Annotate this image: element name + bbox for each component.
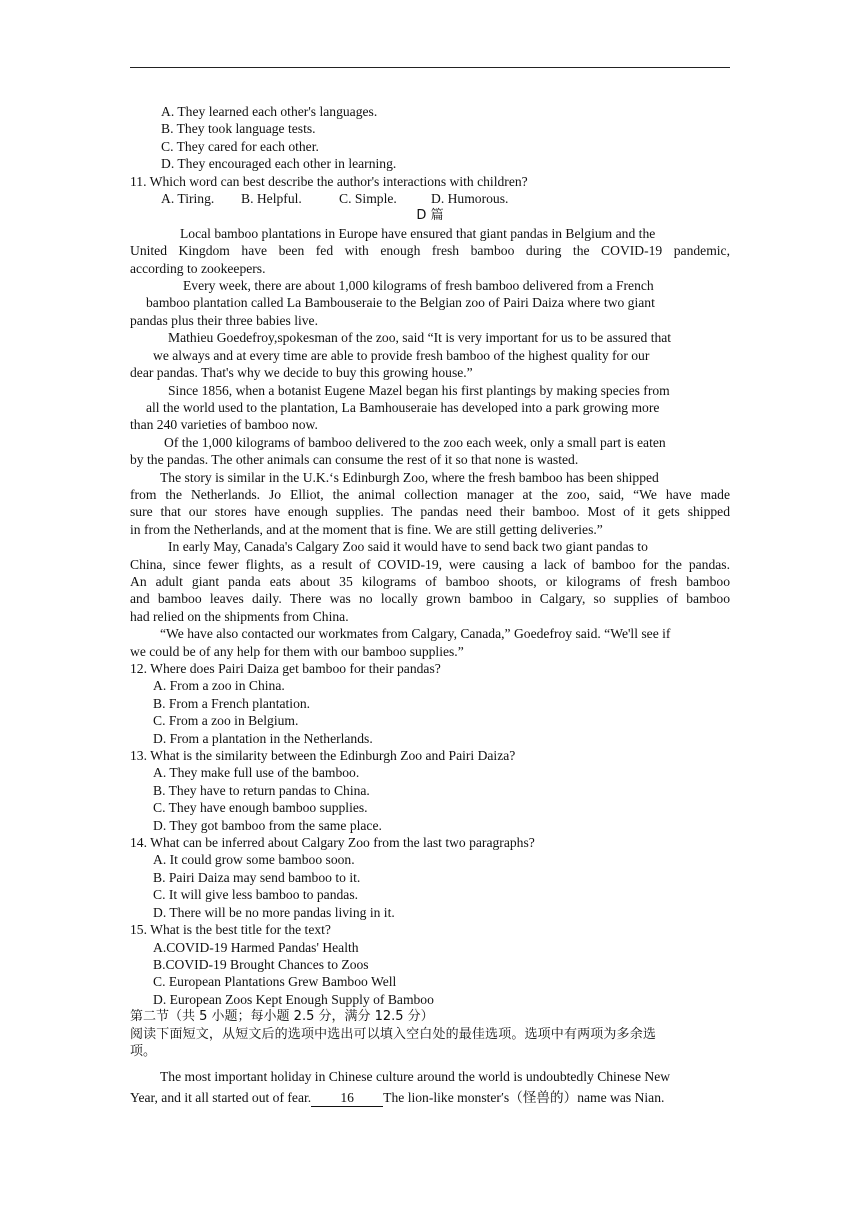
exam-page — [130, 103, 730, 1107]
passage-p7-line1: In early May, Canada's Calgary Zoo said it would have to send back two giant pandas to — [168, 539, 648, 555]
section2-instruction-line1: 阅读下面短文，从短文后的选项中选出可以填入空白处的最佳选项。选项中有两项为多余选 — [130, 1026, 657, 1042]
question-stem: 13. What is the similarity between the Edinburgh Zoo and Pairi Daiza? — [130, 748, 516, 764]
passage-p2-line2: bamboo plantation called La Bambouseraie to the Belgian zoo of Pairi Daiza where two giant — [146, 295, 655, 311]
question-option: B.COVID-19 Brought Chances to Zoos — [153, 956, 369, 972]
passage-p7-line5: had relied on the shipments from China. — [130, 608, 349, 624]
para-text: Year, and it all started out of fear. — [130, 1089, 312, 1105]
passage-p7-line2: China, since fewer flights, as a result of COVID-19, were causing a lack of bamboo for the pandas. — [130, 556, 730, 572]
passage-p4-line2: all the world used to the plantation, La Bamhouseraie has developed into a park growing more — [146, 399, 660, 415]
q10-option-d: D. They encouraged each other in learning. — [161, 156, 397, 172]
passage-p2-line3: pandas plus their three babies live. — [130, 312, 318, 328]
question-option: D. They got bamboo from the same place. — [153, 817, 382, 833]
question-stem: 15. What is the best title for the text? — [130, 922, 331, 938]
q11-option-b: B. Helpful. — [241, 191, 302, 207]
passage-p3-line2: we always and at every time are able to provide fresh bamboo of the highest quality for our — [153, 347, 650, 363]
section2-para-line2 — [130, 1089, 730, 1107]
question-option: C. They have enough bamboo supplies. — [153, 800, 368, 816]
passage-p8-line1: “We have also contacted our workmates from Calgary, Canada,” Goedefroy said. “We'll see if — [160, 626, 671, 642]
passage-p2-line1: Every week, there are about 1,000 kilograms of fresh bamboo delivered from a French — [183, 278, 654, 294]
question-14 — [130, 834, 730, 921]
q10-options — [130, 103, 730, 173]
passage-p8-line2: we could be of any help for them with our bamboo supplies.” — [130, 643, 464, 659]
passage-p7-line3: An adult giant panda eats about 35 kilograms of bamboo shoots, or kilograms of fresh bamboo — [130, 573, 730, 589]
passage-p3-line3: dear pandas. That's why we decide to buy this growing house.” — [130, 365, 473, 381]
section2-header: 第二节（共 5 小题；每小题 2.5 分，满分 12.5 分） — [130, 1009, 434, 1025]
question-12 — [130, 660, 730, 747]
passage-p1-line1: Local bamboo plantations in Europe have ensured that giant pandas in Belgium and the — [180, 225, 656, 241]
header-rule — [130, 67, 730, 68]
question-13 — [130, 747, 730, 834]
question-option: A. They make full use of the bamboo. — [153, 765, 360, 781]
passage-p7-line4: and bamboo leaves daily. There was no locally grown bamboo in Calgary, so supplies of bamboo — [130, 591, 730, 607]
question-option: B. From a French plantation. — [153, 695, 311, 711]
question-option: C. European Plantations Grew Bamboo Well — [153, 974, 397, 990]
question-15 — [130, 921, 730, 1008]
passage-p3-line1: Mathieu Goedefroy,spokesman of the zoo, said “It is very important for us to be assured that — [168, 330, 672, 346]
question-option: B. Pairi Daiza may send bamboo to it. — [153, 869, 361, 885]
question-option: A. From a zoo in China. — [153, 678, 285, 694]
q11-option-d: D. Humorous. — [431, 191, 509, 207]
q11-options — [130, 190, 730, 207]
passage-p5-line1: Of the 1,000 kilograms of bamboo delivered to the zoo each week, only a small part is eaten — [164, 434, 666, 450]
passage — [130, 225, 730, 660]
passage-p4-line3: than 240 varieties of bamboo now. — [130, 417, 318, 433]
q10-option-c: C. They cared for each other. — [161, 138, 319, 154]
section2-instruction-line2: 项。 — [130, 1043, 157, 1059]
q11-option-a: A. Tiring. — [161, 191, 215, 207]
section-d-title: D 篇 — [416, 208, 444, 224]
question-stem: 14. What can be inferred about Calgary Zoo from the last two paragraphs? — [130, 835, 535, 851]
question-option: A. It could grow some bamboo soon. — [153, 852, 355, 868]
passage-p6-line2: from the Netherlands. Jo Elliot, the animal collection manager at the zoo, said, “We have made — [130, 486, 730, 502]
passage-p6-line3: sure that our stores have enough supplies. The pandas need their bamboo. Most of it gets shipped — [130, 504, 730, 520]
q10-option-b: B. They took language tests. — [161, 121, 316, 137]
blank-number: 16 — [340, 1089, 354, 1105]
passage-p1-line2: United Kingdom have been fed with enough fresh bamboo during the COVID-19 pandemic, — [130, 243, 730, 259]
question-option: D. European Zoos Kept Enough Supply of Bamboo — [153, 991, 434, 1007]
question-stem: 12. Where does Pairi Daiza get bamboo for their pandas? — [130, 661, 441, 676]
q11-option-c: C. Simple. — [339, 191, 397, 207]
passage-p6-line1: The story is similar in the U.K.‘s Edinburgh Zoo, where the fresh bamboo has been shipped — [160, 469, 659, 485]
question-option: C. From a zoo in Belgium. — [153, 713, 299, 729]
question-option: C. It will give less bamboo to pandas. — [153, 887, 359, 903]
q11-stem: 11. Which word can best describe the author's interactions with children? — [130, 173, 528, 189]
question-option: D. There will be no more pandas living in it. — [153, 904, 395, 920]
blank-16[interactable] — [311, 1089, 383, 1107]
question-option: A.COVID-19 Harmed Pandas' Health — [153, 939, 359, 955]
section2-para-line1: The most important holiday in Chinese culture around the world is undoubtedly Chinese New — [160, 1069, 671, 1085]
passage-p5-line2: by the pandas. The other animals can consume the rest of it so that none is wasted. — [130, 452, 579, 468]
q10-option-a: A. They learned each other's languages. — [161, 104, 378, 119]
question-option: D. From a plantation in the Netherlands. — [153, 730, 373, 746]
para-text: The lion-like monster′s（怪兽的）name was Nian. — [383, 1089, 665, 1105]
passage-p1-line3: according to zookeepers. — [130, 260, 266, 276]
passage-p4-line1: Since 1856, when a botanist Eugene Mazel began his first plantings by making species from — [168, 382, 670, 398]
passage-p6-line4: in from the Netherlands, and at the moment that is fine. We are still getting deliveries.” — [130, 521, 603, 537]
question-option: B. They have to return pandas to China. — [153, 782, 370, 798]
